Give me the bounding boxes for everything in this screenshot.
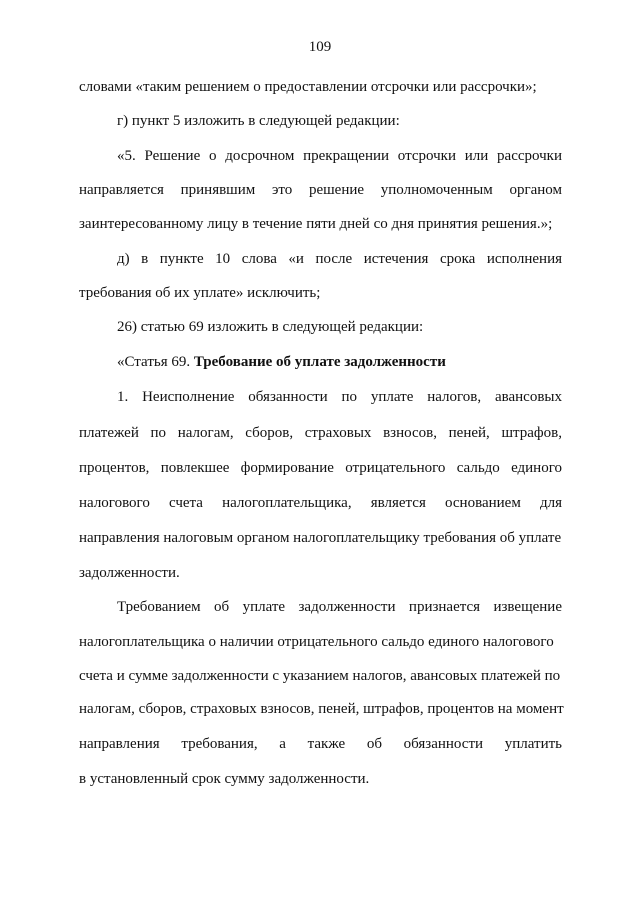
text-line: задолженности. (79, 565, 180, 581)
article-heading-prefix: «Статья 69. (117, 354, 194, 370)
text-line: налогового счета налогоплательщика, является основанием для (79, 495, 562, 511)
text-line: г) пункт 5 изложить в следующей редакции: (117, 113, 400, 129)
text-line: словами «таким решением о предоставлении отсрочки или рассрочки»; (79, 79, 537, 95)
text-line: Требованием об уплате задолженности признается извещение (117, 599, 562, 615)
text-line: заинтересованному лицу в течение пяти дней со дня принятия решения.»; (79, 216, 553, 232)
page-number: 109 (308, 39, 332, 55)
article-heading (117, 353, 562, 371)
article-heading-title: Требование об уплате задолженности (193, 354, 446, 370)
text-line: направления налоговым органом налогоплательщику требования об уплате (79, 530, 562, 546)
text-line: д) в пункте 10 слова «и после истечения срока исполнения (117, 251, 562, 267)
text-line: «5. Решение о досрочном прекращении отсрочки или рассрочки (117, 148, 562, 164)
text-line: счета и сумме задолженности с указанием налогов, авансовых платежей по (79, 668, 561, 684)
text-line: налогоплательщика о наличии отрицательного сальдо единого налогового (79, 634, 554, 650)
text-line: налогам, сборов, страховых взносов, пеней, штрафов, процентов на момент (79, 701, 564, 717)
text-line: платежей по налогам, сборов, страховых взносов, пеней, штрафов, (79, 425, 562, 441)
text-line: 1. Неисполнение обязанности по уплате налогов, авансовых (117, 389, 562, 405)
text-line: 26) статью 69 изложить в следующей редакции: (117, 319, 424, 335)
text-line: направления требования, а также об обязанности уплатить (79, 736, 562, 752)
text-line: в установленный срок сумму задолженности. (79, 771, 370, 787)
text-line: процентов, повлекшее формирование отрицательного сальдо единого (79, 460, 562, 476)
text-line: направляется принявшим это решение уполномоченным органом (79, 182, 562, 198)
text-line: требования об их уплате» исключить; (79, 285, 321, 301)
